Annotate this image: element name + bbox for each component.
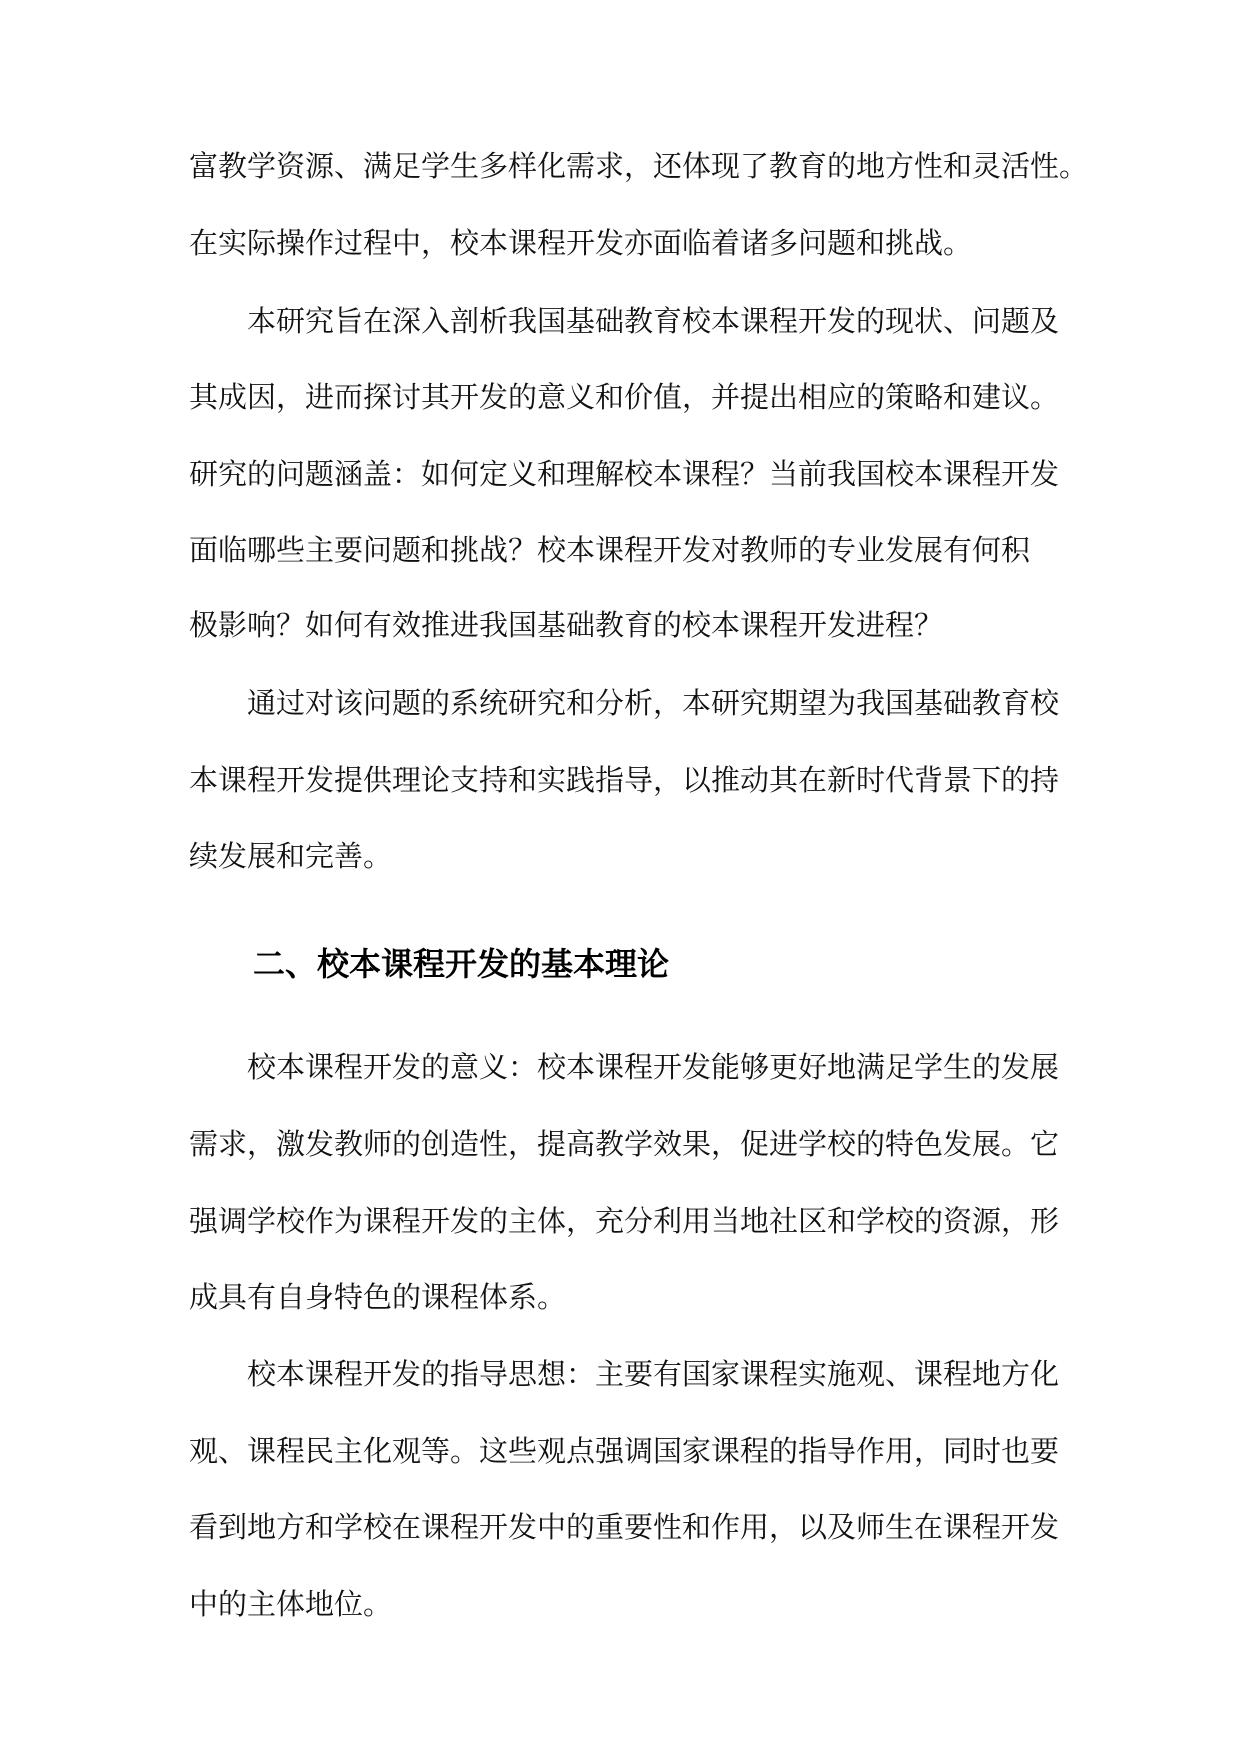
text-line: 校本课程开发的意义：校本课程开发能够更好地满足学生的发展 <box>247 1050 1060 1084</box>
text-line: 续发展和完善。 <box>189 839 393 873</box>
text-line: 面临哪些主要问题和挑战？校本课程开发对教师的专业发展有何积 <box>189 533 1031 567</box>
text-line: 强调学校作为课程开发的主体，充分利用当地社区和学校的资源，形 <box>189 1204 1060 1238</box>
text-line: 研究的问题涵盖：如何定义和理解校本课程？当前我国校本课程开发 <box>189 457 1060 491</box>
text-line: 需求，激发教师的创造性，提高教学效果，促进学校的特色发展。它 <box>189 1127 1060 1161</box>
text-line: 成具有自身特色的课程体系。 <box>189 1280 567 1314</box>
text-line: 富教学资源、满足学生多样化需求，还体现了教育的地方性和灵活性。 <box>189 149 1089 183</box>
text-line: 观、课程民主化观等。这些观点强调国家课程的指导作用，同时也要 <box>189 1434 1060 1468</box>
text-line: 其成因，进而探讨其开发的意义和价值，并提出相应的策略和建议。 <box>189 380 1060 414</box>
text-line: 中的主体地位。 <box>189 1587 393 1621</box>
text-line: 校本课程开发的指导思想：主要有国家课程实施观、课程地方化 <box>247 1357 1060 1391</box>
text-line: 本课程开发提供理论支持和实践指导，以推动其在新时代背景下的持 <box>189 763 1060 797</box>
text-line: 极影响？如何有效推进我国基础教育的校本课程开发进程？ <box>189 608 944 642</box>
section-heading: 二、校本课程开发的基本理论 <box>253 945 670 983</box>
text-line: 通过对该问题的系统研究和分析，本研究期望为我国基础教育校 <box>247 686 1060 720</box>
text-line: 看到地方和学校在课程开发中的重要性和作用，以及师生在课程开发 <box>189 1510 1060 1544</box>
text-line: 本研究旨在深入剖析我国基础教育校本课程开发的现状、问题及 <box>247 304 1060 338</box>
text-line: 在实际操作过程中，校本课程开发亦面临着诸多问题和挑战。 <box>189 226 973 260</box>
